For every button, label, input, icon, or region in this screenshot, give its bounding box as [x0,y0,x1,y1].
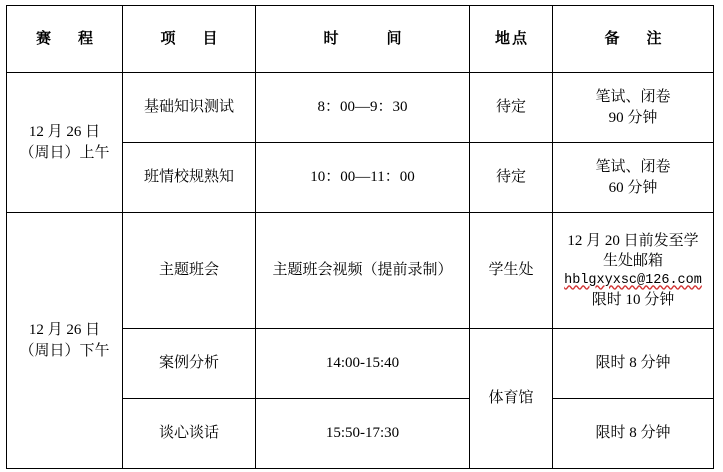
remark-cell: 限时 8 分钟 [553,329,714,399]
remark-line-1: 12 月 20 日前发至学 [567,233,699,250]
remark-line-2: 90 分钟 [608,109,658,126]
header-cell-remark: 备 注 [553,6,714,73]
table-header-row [7,6,714,73]
day-cell-afternoon [7,213,123,469]
item-cell: 主题班会 [123,213,256,329]
item-cell: 班情校规熟知 [123,143,256,213]
day-cell-morning [7,73,123,213]
table-row [7,73,714,143]
time-cell: 15:50-17:30 [256,399,470,469]
time-cell: 14:00-15:40 [256,329,470,399]
day-line-1: 12 月 26 日 [28,322,101,339]
place-cell: 体育馆 [470,329,553,469]
schedule-table [6,5,714,469]
remark-cell: 限时 8 分钟 [553,399,714,469]
remark-line-2: 生处邮箱 [602,253,663,270]
remark-line-2: 60 分钟 [608,179,658,196]
item-cell: 谈心谈话 [123,399,256,469]
day-line-2: （周日）上午 [19,144,110,161]
place-cell: 待定 [470,143,553,213]
remark-line-1: 笔试、闭卷 [595,159,671,176]
header-cell-time: 时 间 [256,6,470,73]
header-cell-schedule: 赛 程 [7,6,123,73]
remark-email: hblgxyxsc@126.com [564,272,702,288]
remark-line-4: 限时 10 分钟 [591,291,675,308]
remark-line-1: 笔试、闭卷 [595,89,671,106]
header-cell-place: 地点 [470,6,553,73]
time-cell: 8：00—9：30 [256,73,470,143]
remark-cell [553,73,714,143]
remark-cell [553,143,714,213]
schedule-sheet [0,5,723,472]
place-cell: 学生处 [470,213,553,329]
header-cell-item: 项 目 [123,6,256,73]
item-cell: 案例分析 [123,329,256,399]
day-line-2: （周日）下午 [19,342,110,359]
day-line-1: 12 月 26 日 [28,124,101,141]
time-cell: 10：00—11：00 [256,143,470,213]
time-cell: 主题班会视频（提前录制） [256,213,470,329]
remark-cell [553,213,714,329]
place-cell: 待定 [470,73,553,143]
table-row [7,213,714,329]
item-cell: 基础知识测试 [123,73,256,143]
